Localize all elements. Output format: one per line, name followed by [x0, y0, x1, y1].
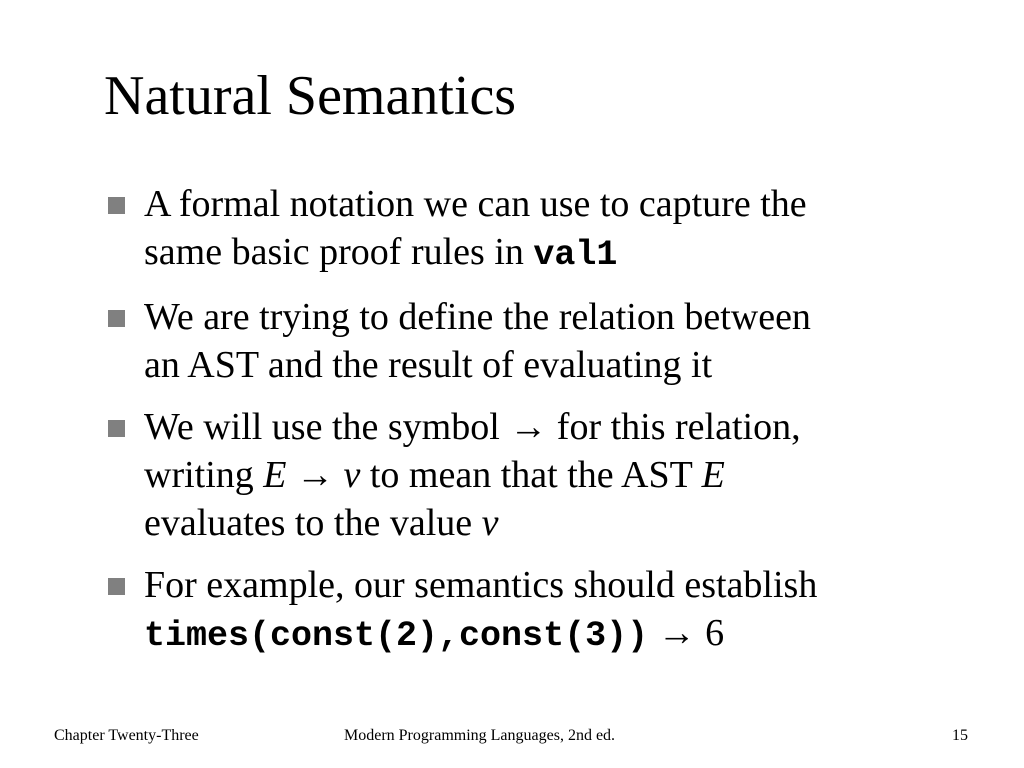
square-bullet-icon — [108, 310, 125, 327]
bullet-item — [104, 561, 984, 660]
space-text — [287, 454, 297, 496]
footer-book-title: Modern Programming Languages, 2nd ed. — [344, 727, 616, 744]
math-variable-v: v — [481, 502, 499, 544]
bullet-item — [104, 180, 984, 279]
bullet-line — [144, 180, 984, 228]
bullet-text: an AST and the result of evaluating it — [144, 344, 713, 386]
square-bullet-icon — [108, 420, 125, 437]
bullet-item — [104, 403, 984, 547]
arrow-symbol: → — [296, 454, 334, 496]
bullet-line — [144, 499, 984, 547]
bullet-item — [104, 293, 984, 389]
bullet-text: We are trying to define the relation between — [144, 296, 811, 338]
space-text — [334, 454, 344, 496]
bullet-line — [144, 609, 984, 660]
footer-chapter: Chapter Twenty-Three — [54, 727, 199, 744]
bullet-text: to mean that the AST — [360, 454, 702, 496]
result-text: → 6 — [648, 612, 725, 654]
footer-page-number: 15 — [952, 727, 968, 744]
bullet-line — [144, 561, 984, 609]
square-bullet-icon — [108, 197, 125, 214]
bullet-text: for this relation, — [547, 406, 801, 448]
bullet-line — [144, 341, 984, 389]
bullet-line — [144, 403, 984, 451]
slide-title: Natural Semantics — [104, 65, 517, 127]
code-text: times(const(2),const(3)) — [144, 616, 649, 656]
bullet-text: same basic proof rules in — [144, 231, 534, 273]
square-bullet-icon — [108, 578, 125, 595]
bullet-line — [144, 228, 984, 279]
bullet-text: writing — [144, 454, 264, 496]
math-variable-e: E — [701, 454, 725, 496]
arrow-symbol: → — [509, 406, 548, 448]
math-variable-v: v — [343, 454, 361, 496]
bullet-list — [104, 180, 984, 674]
bullet-line — [144, 451, 984, 499]
code-text: val1 — [533, 235, 618, 275]
bullet-text: evaluates to the value — [144, 502, 482, 544]
bullet-text: A formal notation we can use to capture the — [144, 183, 807, 225]
bullet-text: We will use the symbol — [144, 406, 510, 448]
math-variable-e: E — [263, 454, 287, 496]
bullet-text: For example, our semantics should establish — [144, 564, 818, 606]
bullet-line — [144, 293, 984, 341]
